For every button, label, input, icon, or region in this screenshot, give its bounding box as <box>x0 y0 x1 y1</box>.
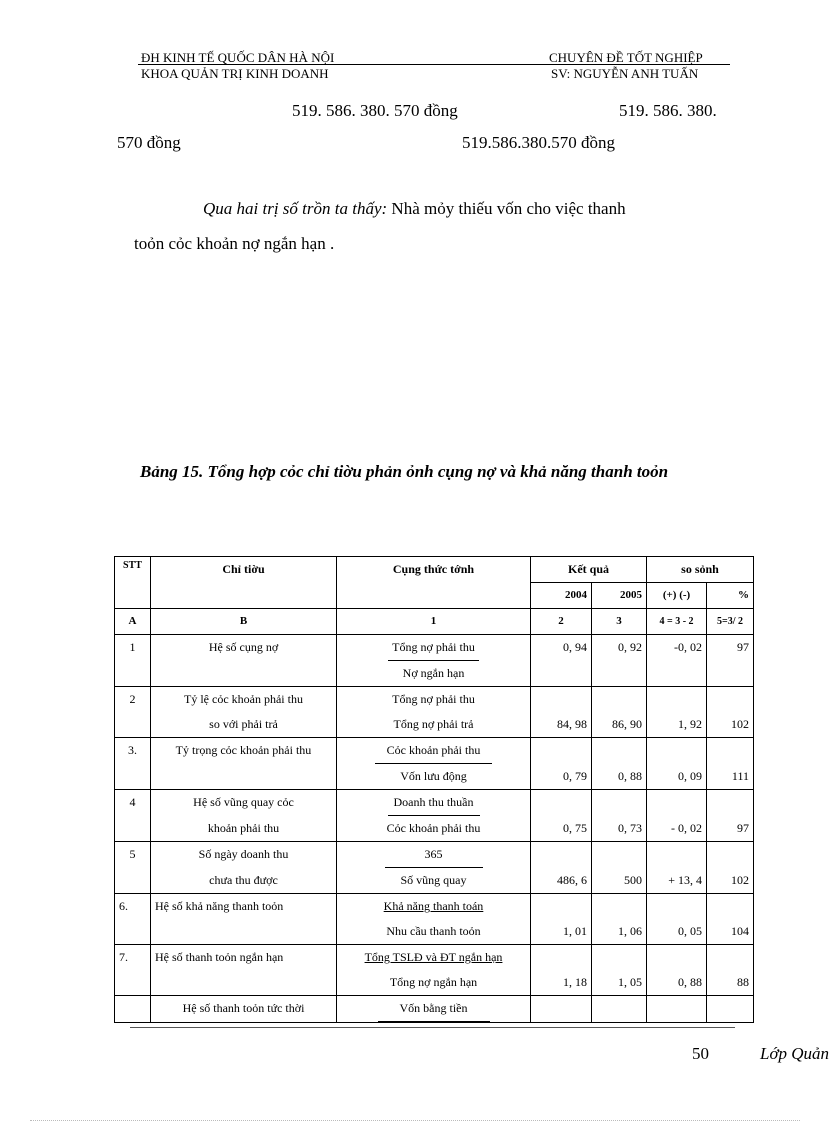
amount-a: 519. 586. 380. 570 đồng <box>292 101 458 120</box>
summary-table: STT Chỉ tiờu Cụng thức tớnh Kết quả so sỏnh 2004 2005 (+) (-) % A B 1 2 3 4 = 3 - 2 5=3/ 2 1 Hệ số cụng nợ Tổng nợ phải thu 0, 94 0, 92 -0, 02 97 Nợ ngắn hạn 2 Tỷ lệ cỏc khoản phải thu Tổng nợ phải thu so với phải trả Tổng nợ phải trả 84, 98 86, 90 1, 92 102 3. Tỷ trọng cỏc khoản phải thu Cỏc khoản phải thu Vốn lưu động 0, 79 0, 88 0, 09 111 4 Hệ số vũng quay cỏc Doanh thu thuần khoản phải thu Cỏc khoản phải thu 0, 75 0, 73 - 0, 02 97 5 Số ngày doanh thu 365 chưa thu được Số vũng quay 486, 6 500 + 13, 4 102 6. Hệ số khả năng thanh toỏn Khả năng thanh toán Nhu cầu thanh toỏn 1, 01 1, 06 0, 05 104 7. Hệ số thanh toỏn ngắn hạn Tổng TSLĐ và ĐT ngắn hạn Tổng nợ ngắn hạn 1, 18 1, 05 0, 88 88 Hệ số thanh toỏn tức thời Vốn bằng tiền <box>114 556 754 1023</box>
table-row: 3. Tỷ trọng cỏc khoản phải thu Cỏc khoản phải thu <box>115 738 754 765</box>
table-row: 5 Số ngày doanh thu 365 <box>115 842 754 869</box>
conclusion-line2: toỏn cỏc khoản nợ ngắn hạn . <box>134 234 335 253</box>
th-diff: (+) (-) <box>647 583 707 609</box>
table-row: Hệ số thanh toỏn tức thời Vốn bằng tiền <box>115 996 754 1023</box>
footer-rule <box>130 1027 735 1028</box>
th-chitieu: Chỉ tiờu <box>151 557 337 583</box>
th-2005: 2005 <box>592 583 647 609</box>
key-3: 3 <box>592 609 647 635</box>
table-row: 4 Hệ số vũng quay cỏc Doanh thu thuần <box>115 790 754 817</box>
page-edge-dotted <box>30 1120 800 1121</box>
key-5: 5=3/ 2 <box>707 609 754 635</box>
amount-b-cont: 570 đồng <box>117 133 181 152</box>
key-1: 1 <box>337 609 531 635</box>
table-row: 6. Hệ số khả năng thanh toỏn Khả năng thanh toán <box>115 894 754 920</box>
footer-class: Lớp Quản <box>760 1044 829 1063</box>
conclusion-lead: Qua hai trị số trồn ta thấy: <box>203 199 388 218</box>
th-2004: 2004 <box>531 583 592 609</box>
amount-b: 519. 586. 380. <box>619 101 717 120</box>
th-stt: STT <box>115 557 151 583</box>
header-school: ĐH KINH TẾ QUỐC DÂN HÀ NỘI <box>141 50 335 65</box>
amount-c: 519.586.380.570 đồng <box>462 133 615 152</box>
header-faculty: KHOA QUẢN TRỊ KINH DOANH <box>141 66 329 81</box>
table-row: 1 Hệ số cụng nợ Tổng nợ phải thu 0, 94 0, 92 -0, 02 97 <box>115 635 754 662</box>
th-sosanh: so sỏnh <box>647 557 754 583</box>
table-caption: Bảng 15. Tổng hợp cỏc chỉ tiờu phản ỏnh cụng nợ và khả năng thanh toỏn <box>140 462 669 481</box>
th-ketqua: Kết quả <box>531 557 647 583</box>
key-4: 4 = 3 - 2 <box>647 609 707 635</box>
th-pct: % <box>707 583 754 609</box>
header-student: SV: NGUYỄN ANH TUẤN <box>551 66 699 81</box>
header-doc-type: CHUYÊN ĐỀ TỐT NGHIỆP <box>549 50 703 65</box>
conclusion-rest: Nhà mỏy thiếu vốn cho việc thanh <box>387 199 626 218</box>
key-a: A <box>115 609 151 635</box>
table-row: 2 Tỷ lệ cỏc khoản phải thu Tổng nợ phải thu <box>115 687 754 713</box>
header-rule <box>138 64 730 65</box>
conclusion-line1 <box>203 199 626 219</box>
key-2: 2 <box>531 609 592 635</box>
table-row: 7. Hệ số thanh toỏn ngắn hạn Tổng TSLĐ và ĐT ngắn hạn <box>115 945 754 971</box>
th-congthuc: Cụng thức tớnh <box>337 557 531 583</box>
key-b: B <box>151 609 337 635</box>
page-number: 50 <box>692 1044 709 1063</box>
